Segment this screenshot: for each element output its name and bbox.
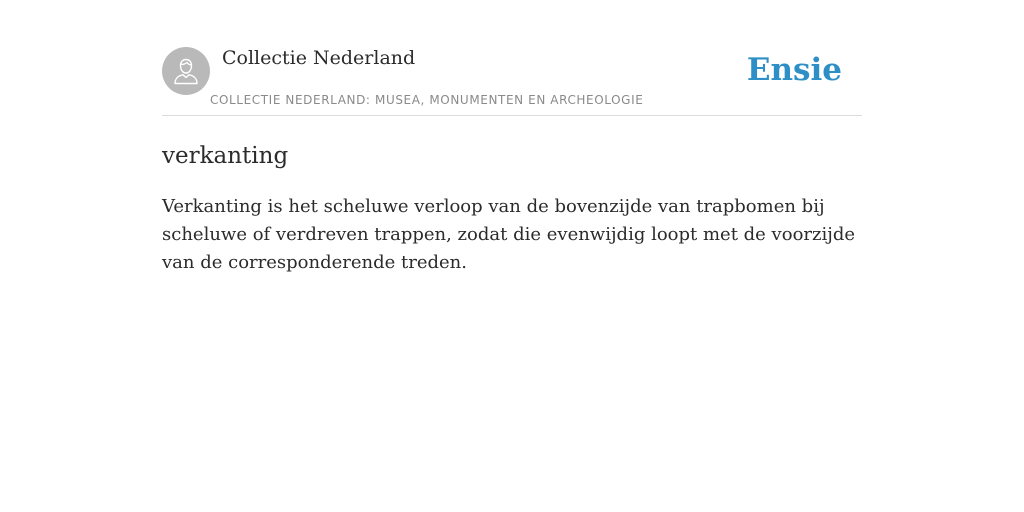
author-description: COLLECTIE NEDERLAND: MUSEA, MONUMENTEN EN ARCHEOLOGIE: [210, 93, 644, 107]
user-silhouette-icon: [171, 56, 201, 86]
entry-header: [162, 0, 862, 116]
entry-term: verkanting: [162, 143, 289, 169]
author-name[interactable]: Collectie Nederland: [222, 47, 416, 69]
entry-definition: Verkanting is het scheluwe verloop van de bovenzijde van trapbomen bij scheluwe of verdreven trappen, zodat die evenwijdig loopt met de voorzijde van de corresponderende treden.: [162, 196, 855, 273]
ensie-logo-link[interactable]: Ensie: [746, 52, 842, 88]
author-avatar[interactable]: [162, 47, 210, 95]
content-container: [162, 0, 862, 277]
